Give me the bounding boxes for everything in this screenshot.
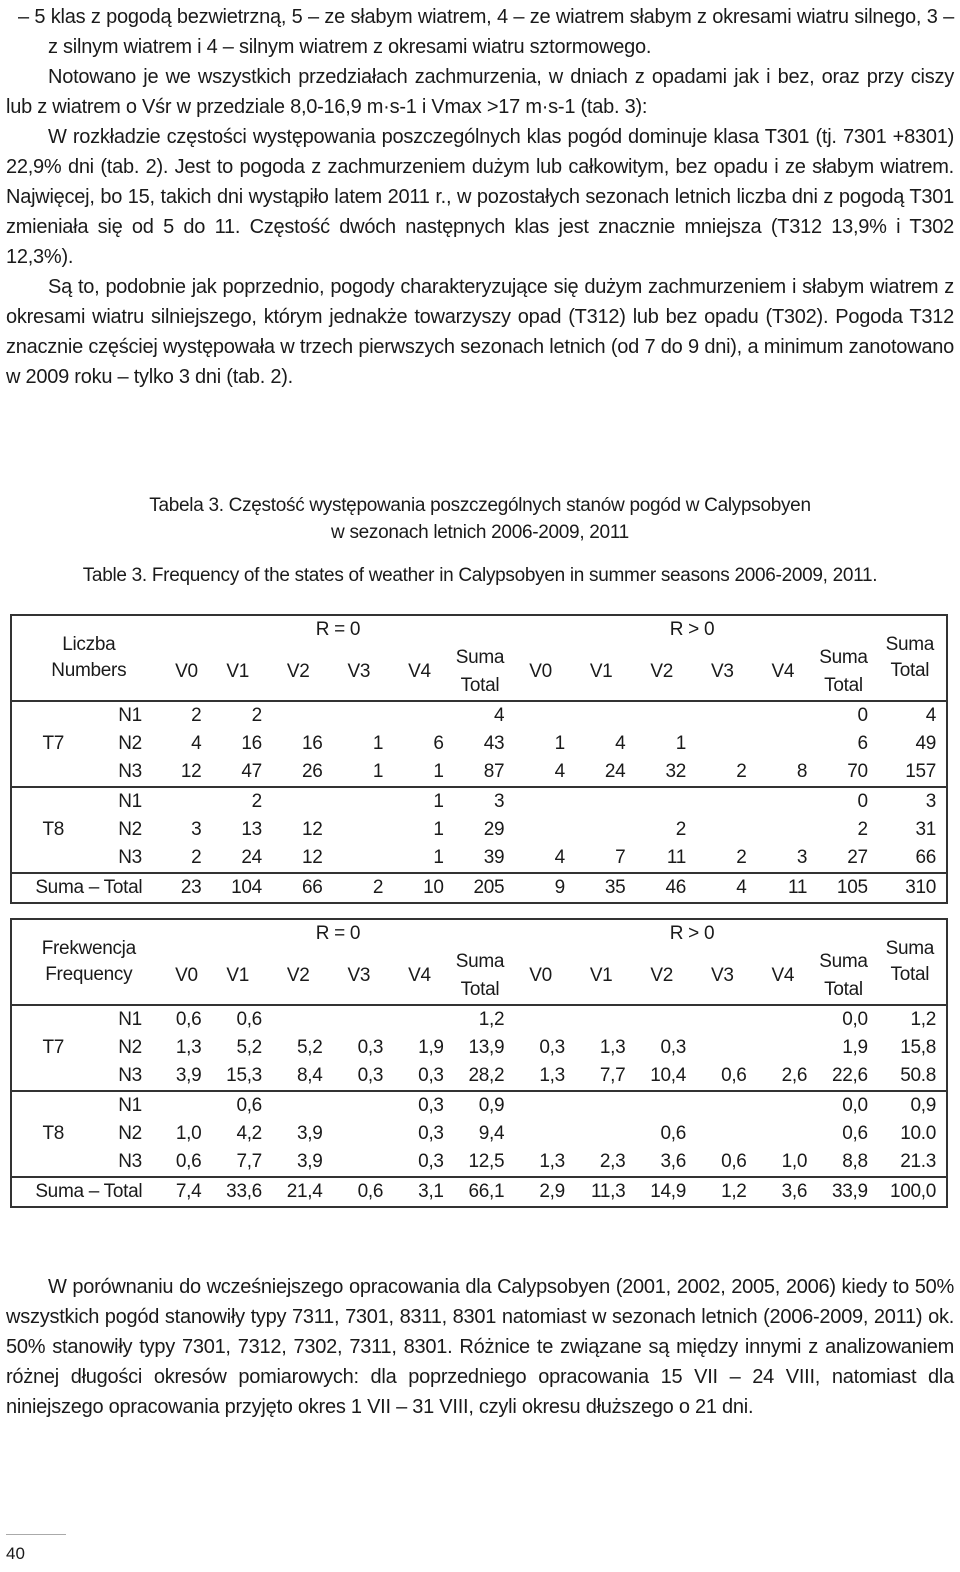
table-row bbox=[11, 1148, 947, 1177]
col-header: V4 bbox=[408, 661, 431, 682]
table-cell: 47 bbox=[241, 761, 262, 782]
suma-label: Suma bbox=[885, 634, 935, 655]
row-group-label: T7 bbox=[11, 1005, 95, 1091]
suma-label: Suma bbox=[885, 938, 935, 959]
table-cell: 1 bbox=[433, 761, 444, 782]
table-cell: 0 bbox=[813, 787, 874, 816]
col-header: V2 bbox=[650, 965, 674, 986]
table-cell: 0,3 bbox=[389, 1091, 450, 1120]
table-row bbox=[11, 816, 947, 844]
table-cell: 1,3 bbox=[599, 1037, 626, 1058]
total-cell: 66 bbox=[268, 873, 329, 903]
table-cell: 1,3 bbox=[175, 1037, 202, 1058]
table-cell: 16 bbox=[241, 733, 262, 754]
col-header: V1 bbox=[589, 661, 613, 682]
table-cell: 1 bbox=[433, 819, 444, 840]
total-cell: 100,0 bbox=[874, 1177, 947, 1207]
table-cell: 2 bbox=[207, 701, 268, 730]
total-header: Total bbox=[460, 979, 500, 1000]
total-cell: 11,3 bbox=[571, 1177, 632, 1207]
table-cell: 0,9 bbox=[450, 1091, 511, 1120]
table-cell bbox=[510, 1091, 571, 1120]
table-cell: 12 bbox=[180, 761, 202, 782]
total-cell: 35 bbox=[571, 873, 632, 903]
total-cell: 33,9 bbox=[813, 1177, 874, 1207]
total-cell: 2,9 bbox=[510, 1177, 571, 1207]
table-row bbox=[11, 1091, 947, 1120]
table-cell: 7,7 bbox=[236, 1151, 262, 1172]
col-header: V4 bbox=[408, 965, 431, 986]
table-cell: 66 bbox=[915, 847, 936, 868]
table-cell bbox=[329, 1148, 390, 1177]
table-cell bbox=[692, 1005, 753, 1034]
col-header: V2 bbox=[650, 661, 674, 682]
total-header: Total bbox=[824, 979, 863, 1000]
table-cell: 1,2 bbox=[874, 1005, 947, 1034]
paragraph: Notowano je we wszystkich przedziałach zachmurzenia, w dniach z opadami jak i bez, oraz przy ciszy lub z wiatrem o Vśr w przedziale 8,0-16,9 m·s-1 i Vmax >17 m·s-1 (tab. 3): bbox=[6, 66, 954, 118]
col-header: V3 bbox=[347, 661, 371, 682]
table-cell: 3 bbox=[796, 847, 808, 868]
total-cell: 11 bbox=[753, 873, 814, 903]
total-header: Total bbox=[460, 675, 500, 696]
suma-header: Suma bbox=[819, 951, 868, 972]
table-cell: 9,4 bbox=[478, 1123, 505, 1144]
table-cell: 2,3 bbox=[599, 1151, 626, 1172]
table-row bbox=[11, 787, 947, 816]
table-cell: 0,3 bbox=[660, 1037, 686, 1058]
table-cell: 0,6 bbox=[175, 1151, 202, 1172]
total-cell: 9 bbox=[510, 873, 571, 903]
table-cell: 2 bbox=[207, 787, 268, 816]
table-cell bbox=[692, 787, 753, 816]
table-cell bbox=[631, 1005, 692, 1034]
grand-total-header bbox=[874, 919, 947, 1005]
table-cell bbox=[510, 1120, 571, 1148]
row-sub-label: N1 bbox=[95, 1005, 166, 1034]
table-cell: 10,4 bbox=[650, 1065, 686, 1086]
table-cell bbox=[268, 1091, 329, 1120]
table-cell: 0,0 bbox=[813, 1091, 874, 1120]
table-cell: 0,6 bbox=[721, 1065, 747, 1086]
total-row-label: Suma – Total bbox=[11, 873, 166, 903]
table-cell: 50.8 bbox=[900, 1065, 936, 1086]
table-cell: 1,0 bbox=[175, 1123, 202, 1144]
table-cell: 1 bbox=[433, 847, 444, 868]
table-row bbox=[11, 701, 947, 730]
table-cell: 1 bbox=[675, 733, 686, 754]
table-cell bbox=[389, 701, 450, 730]
table-cell: 1,3 bbox=[539, 1151, 565, 1172]
table-cell bbox=[631, 787, 692, 816]
table-cell bbox=[753, 1005, 814, 1034]
table-cell: 49 bbox=[915, 733, 936, 754]
table-cell bbox=[510, 816, 571, 844]
table-cell: 10.0 bbox=[900, 1123, 936, 1144]
total-header: Total bbox=[824, 675, 863, 696]
table-cell: 21.3 bbox=[900, 1151, 936, 1172]
table-cell: 1 bbox=[389, 787, 450, 816]
table-cell: 3 bbox=[450, 787, 511, 816]
table-cell bbox=[631, 1091, 692, 1120]
table-cell bbox=[571, 1091, 632, 1120]
table-cell: 0,6 bbox=[721, 1151, 747, 1172]
row-sub-label: N2 bbox=[118, 1123, 142, 1144]
table-cell: 3,9 bbox=[297, 1123, 323, 1144]
table-cell bbox=[571, 1120, 632, 1148]
table-cell: 7 bbox=[615, 847, 626, 868]
total-cell: 3,1 bbox=[389, 1177, 450, 1207]
table-cell: 5,2 bbox=[236, 1037, 262, 1058]
table-cell: 0,6 bbox=[166, 1005, 208, 1034]
total-cell: 23 bbox=[166, 873, 208, 903]
table-cell bbox=[692, 1034, 753, 1062]
table-cell: 13,9 bbox=[468, 1037, 505, 1058]
total-cell: 205 bbox=[450, 873, 511, 903]
table-cell: 26 bbox=[301, 761, 323, 782]
col-header: V1 bbox=[226, 661, 249, 682]
paragraph: Są to, podobnie jak poprzednio, pogody charakteryzujące się dużym zachmurzeniem i słabym wiatrem z okresami wiatru silniejszego, którym jednakże towarzyszy opad (T312) lub bez opadu (T302). Pogoda T312 znacznie częściej występowała w trzech pierwszych sezonach letnich (od 7 do 9 dni), a minimum zanotowano w 2009 roku – tylko 3 dni (tab. 2). bbox=[6, 276, 954, 388]
row-sub-label: N3 bbox=[118, 761, 142, 782]
caption-line: Tabela 3. Częstość występowania poszczególnych stanów pogód w Calypsobyen bbox=[149, 495, 811, 516]
col-header: V1 bbox=[226, 965, 249, 986]
table-cell: 87 bbox=[483, 761, 505, 782]
table-cell: 1,0 bbox=[781, 1151, 808, 1172]
col-header: V0 bbox=[175, 661, 198, 682]
table-cell: 0,3 bbox=[418, 1123, 444, 1144]
total-cell: 104 bbox=[207, 873, 268, 903]
table-cell: 0,6 bbox=[207, 1091, 268, 1120]
table-cell bbox=[510, 701, 571, 730]
table-caption-pl bbox=[100, 492, 860, 546]
row-sub-label: N3 bbox=[118, 1065, 142, 1086]
table-cell bbox=[329, 1005, 390, 1034]
table-cell: 6 bbox=[433, 733, 444, 754]
table-cell: 0,9 bbox=[874, 1091, 947, 1120]
table-row bbox=[11, 1120, 947, 1148]
table-cell: 12 bbox=[301, 819, 323, 840]
label-pl: Liczba bbox=[62, 634, 116, 655]
table-cell: 2,6 bbox=[781, 1065, 808, 1086]
table-cell bbox=[692, 816, 753, 844]
total-cell: 33,6 bbox=[207, 1177, 268, 1207]
table-cell: 4 bbox=[615, 733, 626, 754]
caption-line: w sezonach letnich 2006-2009, 2011 bbox=[331, 522, 629, 543]
table-row bbox=[11, 1034, 947, 1062]
table-cell: 4 bbox=[191, 733, 202, 754]
list-item: – 5 klas z pogodą bezwietrzną, 5 – ze słabym wiatrem, 4 – ze wiatrem słabym z okresami wiatru silnego, 3 – z silnym wiatrem i 4 – silnym wiatrem z okresami wiatru sztormowego. bbox=[18, 6, 954, 58]
total-cell: 4 bbox=[692, 873, 753, 903]
row-sub-label: N2 bbox=[118, 819, 142, 840]
total-cell: 46 bbox=[631, 873, 692, 903]
table-cell bbox=[329, 844, 390, 873]
label-pl: Frekwencja bbox=[41, 938, 136, 959]
table-cell: 3,9 bbox=[175, 1065, 202, 1086]
table-cell bbox=[166, 787, 208, 816]
col-header: V2 bbox=[286, 965, 310, 986]
grand-total-header bbox=[874, 615, 947, 701]
table-cell: 0,6 bbox=[207, 1005, 268, 1034]
table-cell bbox=[268, 787, 329, 816]
table-cell: 22,6 bbox=[831, 1065, 868, 1086]
table-caption-en: Table 3. Frequency of the states of weather in Calypsobyen in summer seasons 2006-2009, 2011. bbox=[82, 565, 878, 586]
label-en: Frequency bbox=[45, 964, 133, 985]
row-sub-label: N3 bbox=[118, 847, 142, 868]
table-cell: 3 bbox=[874, 787, 947, 816]
total-cell: 0,6 bbox=[329, 1177, 390, 1207]
table-cell: 3,6 bbox=[660, 1151, 686, 1172]
total-cell: 3,6 bbox=[753, 1177, 814, 1207]
col-header: V4 bbox=[771, 965, 795, 986]
table-cell: 8 bbox=[796, 761, 808, 782]
table-cell: 0,6 bbox=[660, 1123, 686, 1144]
table-cell bbox=[268, 701, 329, 730]
table-cell: 1,9 bbox=[842, 1037, 868, 1058]
table-cell bbox=[166, 1091, 208, 1120]
table-cell: 4 bbox=[450, 701, 511, 730]
total-cell: 1,2 bbox=[692, 1177, 753, 1207]
group-header-r0: R = 0 bbox=[315, 923, 361, 944]
total-cell: 7,4 bbox=[166, 1177, 208, 1207]
table-cell: 5,2 bbox=[297, 1037, 323, 1058]
numbers-table bbox=[10, 614, 948, 904]
col-header: V3 bbox=[347, 965, 371, 986]
table-cell: 2 bbox=[675, 819, 686, 840]
table-cell bbox=[692, 1120, 753, 1148]
table-cell: 4 bbox=[874, 701, 947, 730]
total-cell: 10 bbox=[389, 873, 450, 903]
col-header: V0 bbox=[529, 661, 552, 682]
footer-rule bbox=[6, 1534, 66, 1535]
table-cell: 157 bbox=[905, 761, 936, 782]
table-cell: 6 bbox=[857, 733, 868, 754]
total-row bbox=[11, 873, 947, 903]
table-cell bbox=[753, 1120, 814, 1148]
table-cell bbox=[692, 730, 753, 758]
table-cell bbox=[510, 1005, 571, 1034]
table-cell: 4 bbox=[554, 761, 565, 782]
table-cell: 3,9 bbox=[297, 1151, 323, 1172]
group-header-r1: R > 0 bbox=[669, 923, 715, 944]
table-cell: 12,5 bbox=[468, 1151, 505, 1172]
row-group-label: T8 bbox=[11, 787, 95, 873]
group-header-r1: R > 0 bbox=[669, 619, 715, 640]
total-cell: 2 bbox=[329, 873, 390, 903]
row-sub-label: N2 bbox=[118, 1037, 142, 1058]
table-label bbox=[11, 919, 166, 1005]
table-row bbox=[11, 1005, 947, 1034]
group-header-r0: R = 0 bbox=[315, 619, 361, 640]
suma-header: Suma bbox=[455, 951, 505, 972]
row-group-label: T8 bbox=[11, 1091, 95, 1177]
table-cell bbox=[692, 701, 753, 730]
row-sub-label: N1 bbox=[95, 1091, 166, 1120]
table-cell: 1 bbox=[372, 761, 384, 782]
table-cell: 8,4 bbox=[297, 1065, 323, 1086]
table-cell: 0,3 bbox=[418, 1065, 444, 1086]
table-cell bbox=[753, 730, 814, 758]
table-cell: 11 bbox=[666, 847, 686, 868]
col-header: V1 bbox=[589, 965, 613, 986]
table-cell: 1,9 bbox=[418, 1037, 444, 1058]
label-en: Numbers bbox=[51, 660, 127, 681]
suma-header: Suma bbox=[819, 647, 868, 668]
table-cell: 0 bbox=[813, 701, 874, 730]
table-cell: 1 bbox=[372, 733, 384, 754]
table-cell: 0,3 bbox=[539, 1037, 565, 1058]
table-cell bbox=[753, 816, 814, 844]
total-cell: 14,9 bbox=[631, 1177, 692, 1207]
total-row bbox=[11, 1177, 947, 1207]
table-cell: 70 bbox=[847, 761, 868, 782]
table-cell bbox=[692, 1091, 753, 1120]
table-cell bbox=[571, 816, 632, 844]
total-cell: 66,1 bbox=[450, 1177, 511, 1207]
table-cell: 2 bbox=[736, 761, 747, 782]
intro-text bbox=[6, 2, 954, 392]
table-row bbox=[11, 1062, 947, 1091]
table-cell: 2 bbox=[191, 847, 202, 868]
table-cell bbox=[329, 787, 390, 816]
table-cell bbox=[753, 701, 814, 730]
table-cell: 0,0 bbox=[813, 1005, 874, 1034]
col-header: V0 bbox=[529, 965, 552, 986]
table-cell: 8,8 bbox=[842, 1151, 868, 1172]
table-cell bbox=[753, 1091, 814, 1120]
table-cell: 0,3 bbox=[418, 1151, 444, 1172]
frequency-table bbox=[10, 918, 948, 1208]
table-cell: 32 bbox=[665, 761, 686, 782]
table-cell: 27 bbox=[847, 847, 868, 868]
table-cell: 2 bbox=[857, 819, 868, 840]
page-number: 40 bbox=[6, 1544, 25, 1563]
suma-header: Suma bbox=[455, 647, 505, 668]
table-cell: 4 bbox=[554, 847, 565, 868]
table-cell bbox=[329, 701, 390, 730]
total-cell: 21,4 bbox=[268, 1177, 329, 1207]
table-cell: 39 bbox=[483, 847, 505, 868]
table-cell: 7,7 bbox=[599, 1065, 626, 1086]
table-cell bbox=[329, 1120, 390, 1148]
conclusion-text bbox=[6, 1272, 954, 1422]
col-header: V2 bbox=[286, 661, 310, 682]
table-cell bbox=[268, 1005, 329, 1034]
table-cell: 4,2 bbox=[236, 1123, 262, 1144]
row-sub-label: N3 bbox=[118, 1151, 142, 1172]
col-header: V0 bbox=[175, 965, 198, 986]
table-cell: 1 bbox=[554, 733, 565, 754]
table-cell: 13 bbox=[241, 819, 262, 840]
total-label: Total bbox=[890, 964, 930, 985]
table-cell: 1,2 bbox=[450, 1005, 511, 1034]
paragraph: W rozkładzie częstości występowania poszczególnych klas pogód dominuje klasa T301 (tj. 7301 +8301) 22,9% dni (tab. 2). Jest to pogoda z zachmurzeniem dużym lub całkowitym, bez opadu i ze słabym wiatrem. Najwięcej, bo 15, takich dni wystąpiło latem 2011 r., w pozostałych sezonach letnich liczba dni z pogodą T301 zmieniała się od 5 do 11. Częstość dwóch następnych klas jest znacznie mniejsza (T312 13,9% i T302 12,3%). bbox=[6, 126, 954, 268]
table-cell: 24 bbox=[241, 847, 262, 868]
table-cell: 2 bbox=[166, 701, 208, 730]
table-cell: 43 bbox=[483, 733, 505, 754]
table-cell: 0,3 bbox=[357, 1037, 384, 1058]
table-row bbox=[11, 730, 947, 758]
table-cell bbox=[329, 816, 390, 844]
table-cell: 28,2 bbox=[468, 1065, 505, 1086]
table-cell bbox=[571, 701, 632, 730]
total-row-label: Suma – Total bbox=[11, 1177, 166, 1207]
total-cell: 310 bbox=[874, 873, 947, 903]
col-header: V4 bbox=[771, 661, 795, 682]
row-group-label: T7 bbox=[11, 701, 95, 787]
table-cell bbox=[510, 787, 571, 816]
table-cell bbox=[571, 787, 632, 816]
table-cell: 29 bbox=[483, 819, 505, 840]
table-cell: 0,6 bbox=[842, 1123, 868, 1144]
row-sub-label: N1 bbox=[95, 701, 166, 730]
row-sub-label: N1 bbox=[95, 787, 166, 816]
total-cell: 105 bbox=[813, 873, 874, 903]
table-label bbox=[11, 615, 166, 701]
table-row bbox=[11, 844, 947, 873]
table-cell bbox=[753, 787, 814, 816]
table-row bbox=[11, 758, 947, 787]
table-cell bbox=[631, 701, 692, 730]
table-cell: 15,3 bbox=[226, 1065, 262, 1086]
total-label: Total bbox=[890, 660, 930, 681]
table-cell bbox=[329, 1091, 390, 1120]
col-header: V3 bbox=[710, 965, 734, 986]
paragraph: W porównaniu do wcześniejszego opracowania dla Calypsobyen (2001, 2002, 2005, 2006) kiedy to 50% wszystkich pogód stanowiły typy 7311, 7301, 8311, 8301 natomiast w sezonach letnich (2006-2009, 2011) ok. 50% stanowiły typy 7301, 7312, 7302, 7311, 8301. Różnice te związane są między innymi z analizowaniem różnej długości okresów pomiarowych: dla poprzedniego opracowania 15 VII – 24 VIII, natomiast dla niniejszego opracowania przyjęto okres 1 VII – 31 VIII, czyli okresu dłuższego o 21 dni. bbox=[6, 1276, 954, 1418]
table-cell bbox=[753, 1034, 814, 1062]
table-cell bbox=[389, 1005, 450, 1034]
table-cell: 1,3 bbox=[539, 1065, 565, 1086]
table-cell: 0,3 bbox=[357, 1065, 384, 1086]
table-cell: 24 bbox=[604, 761, 626, 782]
col-header: V3 bbox=[710, 661, 734, 682]
table-cell: 31 bbox=[915, 819, 936, 840]
table-cell: 15,8 bbox=[900, 1037, 936, 1058]
table-cell: 2 bbox=[736, 847, 747, 868]
table-cell bbox=[571, 1005, 632, 1034]
row-sub-label: N2 bbox=[118, 733, 142, 754]
table-cell: 16 bbox=[301, 733, 323, 754]
table-cell: 3 bbox=[191, 819, 202, 840]
table-cell: 12 bbox=[301, 847, 323, 868]
